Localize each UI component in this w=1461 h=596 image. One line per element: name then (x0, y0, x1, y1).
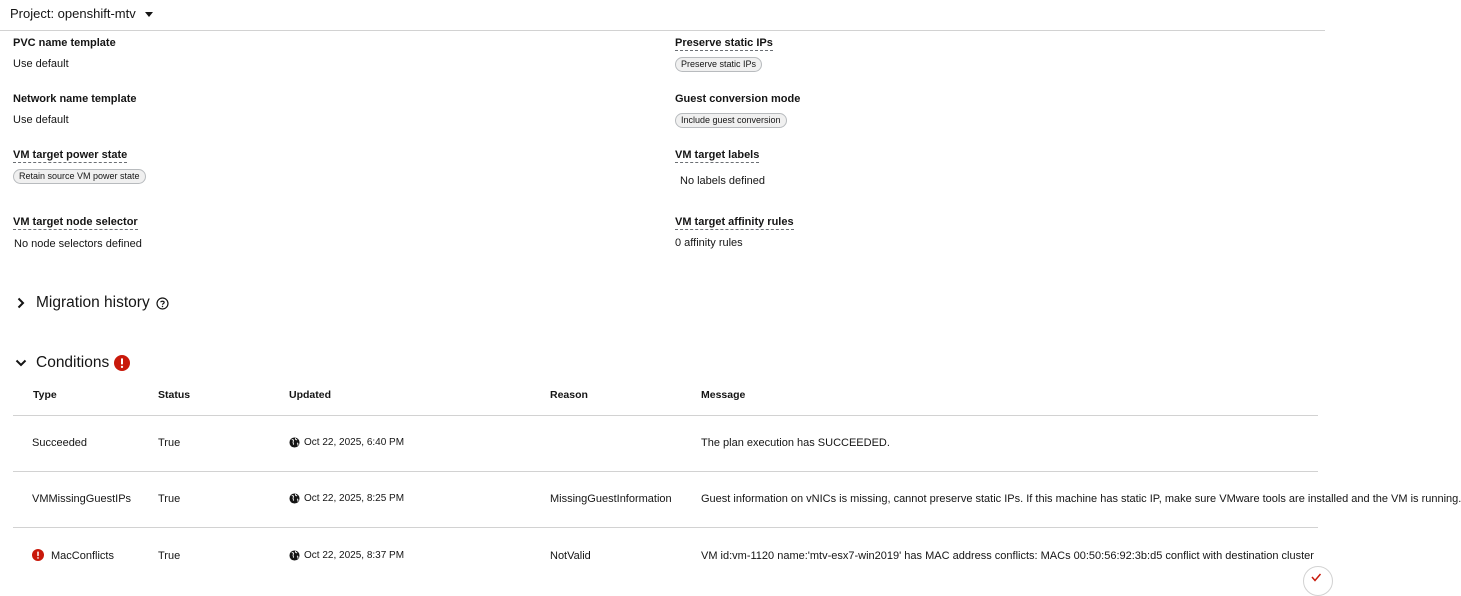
conditions-title: Conditions (36, 354, 110, 371)
guest-conversion-label: Guest conversion mode (675, 93, 801, 105)
globe-icon (289, 437, 300, 448)
cell-updated (289, 437, 404, 448)
globe-icon (289, 493, 300, 504)
affinity-rules-value: 0 affinity rules (675, 237, 743, 249)
column-header-message[interactable]: Message (701, 389, 746, 401)
target-labels-label[interactable]: VM target labels (675, 149, 760, 161)
migration-history-toggle[interactable] (15, 294, 169, 312)
conditions-toggle[interactable] (15, 354, 130, 372)
cell-message: Guest information on vNICs is missing, cannot preserve static IPs. If this machine has static IP, make sure VMware tools are installed and the VM is running. (701, 493, 1461, 505)
updated-timestamp: Oct 22, 2025, 6:40 PM (304, 437, 405, 448)
row-divider (13, 471, 1318, 472)
cell-status: True (158, 437, 181, 449)
cell-message: VM id:vm-1120 name:'mtv-esx7-win2019' has MAC address conflicts: MACs 00:50:56:92:3b:d5 conflict with destination cluster (701, 550, 1314, 562)
cell-status: True (158, 550, 181, 562)
power-state-chip: Retain source VM power state (13, 169, 146, 184)
cell-updated (289, 550, 404, 561)
cell-type: VMMissingGuestIPs (32, 493, 132, 505)
cell-type: MacConflicts (51, 550, 114, 562)
network-template-label: Network name template (13, 93, 137, 105)
top-bar (0, 0, 1325, 31)
column-header-status[interactable]: Status (158, 389, 191, 401)
pvc-template-label: PVC name template (13, 37, 116, 49)
cell-reason: MissingGuestInformation (550, 493, 672, 505)
check-mark-icon (1311, 573, 1321, 582)
power-state-label[interactable]: VM target power state (13, 149, 128, 161)
error-circle-icon (32, 549, 44, 561)
project-label: Project: openshift-mtv (10, 6, 136, 21)
row-divider (13, 527, 1318, 528)
target-labels-value: No labels defined (680, 175, 766, 187)
caret-down-icon (145, 12, 153, 17)
globe-icon (289, 550, 300, 561)
node-selector-value: No node selectors defined (14, 238, 142, 250)
chevron-down-icon (15, 357, 27, 369)
cell-status: True (158, 493, 181, 505)
chevron-right-icon (15, 297, 27, 309)
cell-message: The plan execution has SUCCEEDED. (701, 437, 890, 449)
migration-history-title: Migration history (36, 294, 150, 311)
node-selector-label[interactable]: VM target node selector (13, 216, 138, 228)
pvc-template-value: Use default (13, 58, 69, 70)
preserve-ips-chip: Preserve static IPs (675, 57, 762, 72)
updated-timestamp: Oct 22, 2025, 8:37 PM (304, 550, 405, 561)
affinity-rules-label[interactable]: VM target affinity rules (675, 216, 794, 228)
guest-conversion-chip: Include guest conversion (675, 113, 787, 128)
preserve-ips-label[interactable]: Preserve static IPs (675, 37, 773, 49)
updated-timestamp: Oct 22, 2025, 8:25 PM (304, 493, 405, 504)
cell-type: Succeeded (32, 437, 88, 449)
table-header-divider (13, 415, 1318, 416)
error-circle-icon (114, 355, 130, 371)
project-selector[interactable] (10, 6, 153, 21)
help-circle-icon[interactable] (156, 297, 169, 310)
network-template-value: Use default (13, 114, 69, 126)
column-header-reason[interactable]: Reason (550, 389, 588, 401)
column-header-updated[interactable]: Updated (289, 389, 331, 401)
column-header-type[interactable]: Type (33, 389, 57, 401)
cell-reason: NotValid (550, 550, 591, 562)
cell-updated (289, 493, 404, 504)
